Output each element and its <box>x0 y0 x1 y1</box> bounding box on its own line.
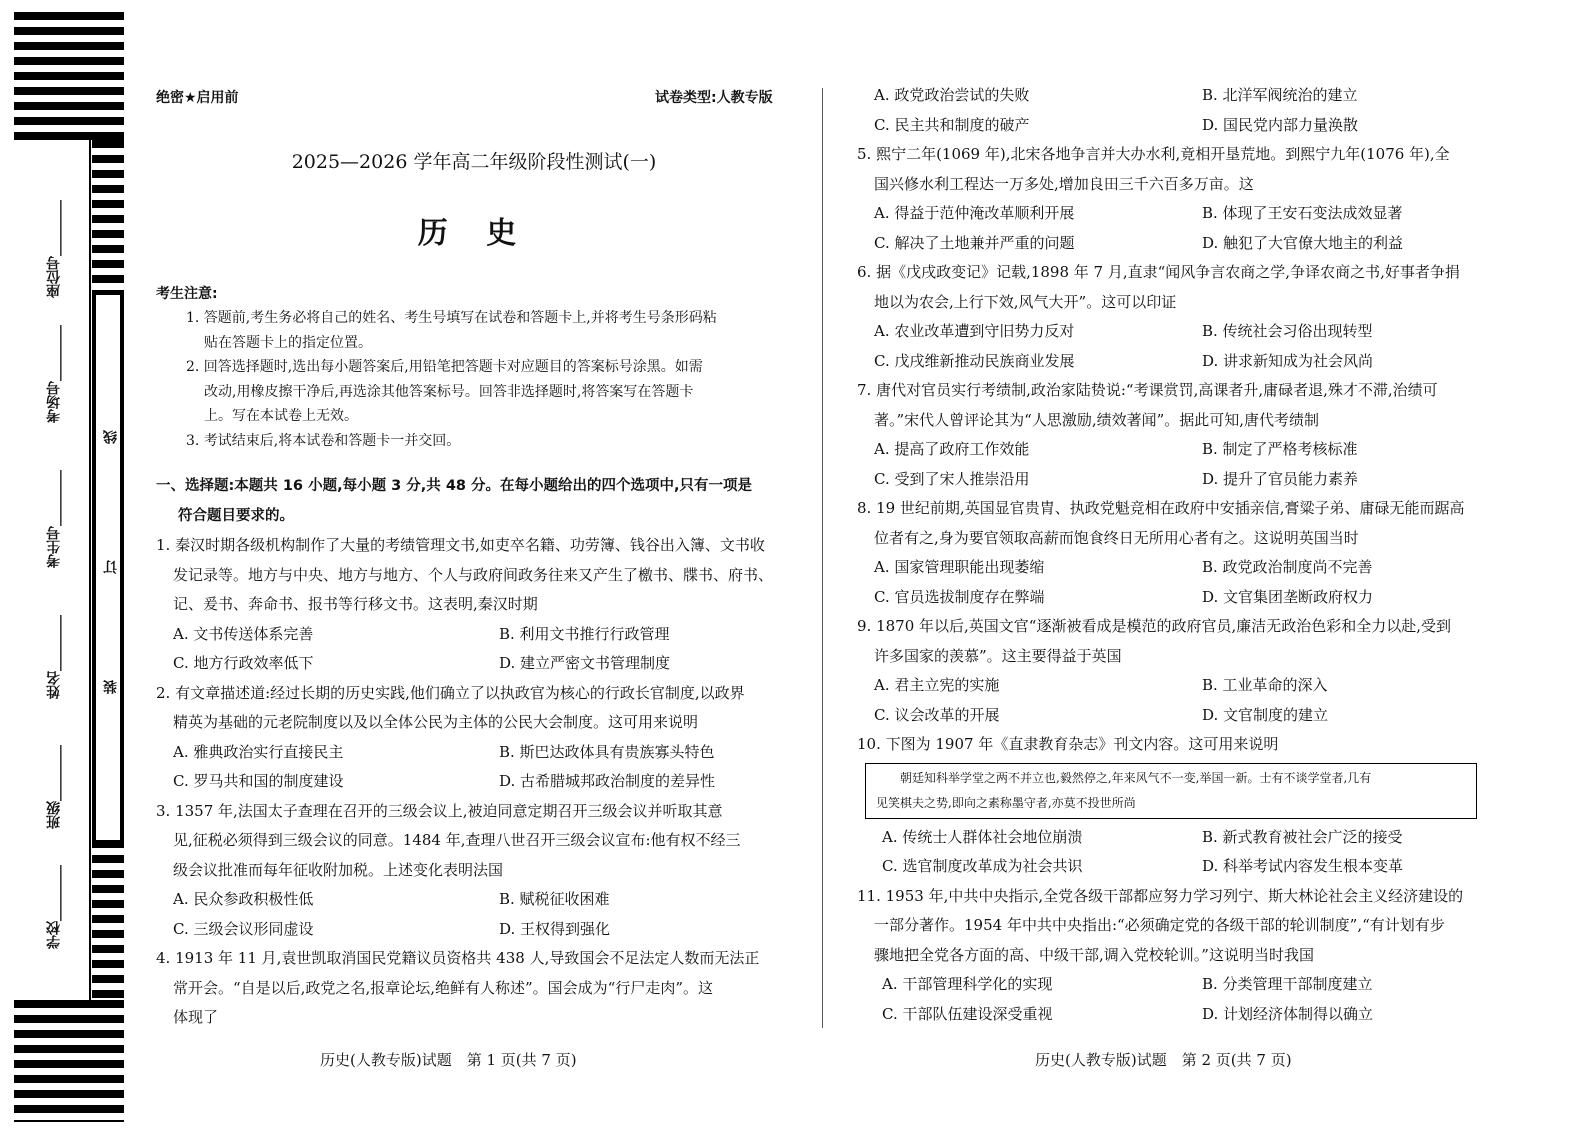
question-text: 国兴修水利工程达一万多处,增加良田三千六百多万亩。这 <box>874 174 1254 193</box>
mark-line: 线 <box>103 430 119 444</box>
notice-block <box>156 282 796 453</box>
question-text: 2. 有文章描述道:经过长期的历史实践,他们确立了以执政官为核心的行政长官制度,以政界 <box>156 683 745 702</box>
question-10 <box>857 730 1497 882</box>
question-text: 著。”宋代人曾评论其为“人思激励,绩效著闻”。据此可知,唐代考绩制 <box>874 410 1320 429</box>
mark-install: 装 <box>103 680 119 694</box>
option-b[interactable]: B. 利用文书推行行政管理 <box>499 624 670 643</box>
question-1 <box>156 531 796 679</box>
option-d[interactable]: D. 科举考试内容发生根本变革 <box>1202 857 1404 875</box>
barcode-bottom <box>14 1000 124 1122</box>
notice-line: 1. 答题前,考生务必将自己的姓名、考生号填写在试卷和答题卡上,并将考生号条形码粘 <box>186 310 717 326</box>
footer-left: 历史(人教专版)试题 第 1 页(共 7 页) <box>320 1051 577 1069</box>
question-text: 4. 1913 年 11 月,袁世凯取消国民党籍议员资格共 438 人,导致国会不足法定人数而无法正 <box>156 949 760 967</box>
barcode-bar <box>14 57 124 65</box>
subject-title: 历 史 <box>417 216 531 251</box>
quote-line: 见笑棋夫之势,即向之素称墨守者,亦莫不投世所尚 <box>876 795 1136 810</box>
question-7 <box>857 376 1497 494</box>
option-d[interactable]: D. 王权得到强化 <box>499 919 611 938</box>
exam-title: 2025—2026 学年高二年级阶段性测试(一) <box>291 151 657 173</box>
option-d[interactable]: D. 触犯了大官僚大地主的利益 <box>1202 233 1404 252</box>
binding-hatch <box>92 140 124 295</box>
binding-line <box>89 140 91 1000</box>
question-text: 1. 秦汉时期各级机构制作了大量的考绩管理文书,如吏卒名籍、功劳簿、钱谷出入簿、文书收 <box>156 536 765 554</box>
field-class: 班级________ <box>46 745 62 829</box>
field-room: 考场号________ <box>46 325 62 423</box>
option-b[interactable]: B. 传统社会习俗出现转型 <box>1202 322 1373 340</box>
option-d[interactable]: D. 计划经济体制得以确立 <box>1202 1004 1374 1023</box>
question-9 <box>857 612 1497 730</box>
option-a[interactable]: A. 农业改革遭到守旧势力反对 <box>874 322 1075 340</box>
field-name: 姓名________ <box>46 615 62 699</box>
field-room-label: 考场号 <box>46 381 62 423</box>
section-heading: 一、选择题:本题共 16 小题,每小题 3 分,共 48 分。在每小题给出的四个选项中,只有一项是 <box>156 478 753 494</box>
option-c[interactable]: C. 三级会议形同虚设 <box>173 919 314 938</box>
option-d[interactable]: D. 古希腊城邦政治制度的差异性 <box>499 772 716 790</box>
question-text: 9. 1870 年以后,英国文官“逐渐被看成是模范的政府官员,廉洁无政治色彩和全力以赴,受到 <box>857 617 1451 635</box>
option-a[interactable]: A. 传统士人群体社会地位崩溃 <box>882 827 1083 846</box>
question-11 <box>857 882 1497 1030</box>
paper-type-label: 试卷类型:人教专版 <box>655 90 773 106</box>
question-text: 3. 1357 年,法国太子查理在召开的三级会议上,被迫同意定期召开三级会议并听取其意 <box>156 801 723 820</box>
option-c[interactable]: C. 选官制度改革成为社会共识 <box>882 857 1083 875</box>
footer-right: 历史(人教专版)试题 第 2 页(共 7 页) <box>1035 1051 1292 1069</box>
field-seat-label: 座位号 <box>46 256 62 298</box>
question-text: 8. 19 世纪前期,英国显官贵胄、执政党魁竞相在政府中安插亲信,膏粱子弟、庸碌无能而踞高 <box>857 499 1465 517</box>
option-a[interactable]: A. 政党政治尝试的失败 <box>874 86 1030 104</box>
option-d[interactable]: D. 文官集团垄断政府权力 <box>1202 587 1374 606</box>
option-a[interactable]: A. 国家管理职能出现萎缩 <box>874 558 1045 576</box>
option-c[interactable]: C. 地方行政效率低下 <box>173 654 314 672</box>
question-6 <box>857 258 1497 376</box>
field-exam-number-label: 考生号 <box>46 526 62 568</box>
option-b[interactable]: B. 新式教育被社会广泛的接受 <box>1202 827 1403 846</box>
option-d[interactable]: D. 文官制度的建立 <box>1202 705 1329 724</box>
barcode-bar <box>14 27 124 35</box>
question-4-options <box>857 81 1497 140</box>
option-c[interactable]: C. 民主共和制度的破产 <box>874 115 1030 134</box>
mark-bind: 订 <box>103 560 119 574</box>
option-c[interactable]: C. 议会改革的开展 <box>874 705 1000 724</box>
barcode-bar <box>14 12 124 20</box>
field-class-label: 班级 <box>46 801 62 829</box>
option-c[interactable]: C. 受到了宋人推崇沿用 <box>874 469 1030 488</box>
barcode-bar <box>14 87 124 95</box>
question-text: 见,征税必须得到三级会议的同意。1484 年,查理八世召开三级会议宣布:他有权不经三 <box>173 831 741 849</box>
question-text: 11. 1953 年,中共中央指示,全党各级干部都应努力学习列宁、斯大林论社会主义经济建设的 <box>857 886 1464 905</box>
question-4 <box>156 944 796 1033</box>
barcode-bar <box>14 132 124 140</box>
option-a[interactable]: A. 民众参政积极性低 <box>173 890 314 908</box>
field-school-label: 学校 <box>46 921 62 949</box>
option-b[interactable]: B. 北洋军阀统治的建立 <box>1202 86 1358 104</box>
question-text: 地以为农会,上行下效,风气大开”。这可以印证 <box>874 292 1177 311</box>
question-text: 5. 熙宁二年(1069 年),北宋各地争言并大办水利,竟相开垦荒地。到熙宁九年(1076 年),全 <box>857 145 1450 163</box>
option-d[interactable]: D. 讲求新知成为社会风尚 <box>1202 351 1374 370</box>
option-c[interactable]: C. 官员选拔制度存在弊端 <box>874 587 1045 606</box>
question-text: 6. 据《戊戌政变记》记载,1898 年 7 月,直隶“闻风争言农商之学,争译农商之书,好事者争捐 <box>857 263 1460 281</box>
question-5 <box>857 140 1497 258</box>
option-a[interactable]: A. 君主立宪的实施 <box>874 676 1000 694</box>
notice-line: 贴在答题卡上的指定位置。 <box>204 334 372 351</box>
notice-line: 上。写在本试卷上无效。 <box>204 408 358 424</box>
option-d[interactable]: D. 提升了官员能力素养 <box>1202 469 1359 488</box>
question-text: 10. 下图为 1907 年《直隶教育杂志》刊文内容。这可用来说明 <box>857 735 1279 753</box>
option-b[interactable]: B. 体现了王安石变法成效显著 <box>1202 204 1403 222</box>
option-c[interactable]: C. 罗马共和国的制度建设 <box>173 772 344 790</box>
question-2 <box>156 679 796 797</box>
question-text: 7. 唐代对官员实行考绩制,政治家陆贽说:“考课赏罚,高课者升,庸碌者退,殊才不滞,治绩可 <box>857 381 1438 399</box>
option-b[interactable]: B. 制定了严格考核标准 <box>1202 440 1358 458</box>
barcode-bar <box>14 102 124 110</box>
right-column <box>857 81 1497 1029</box>
option-d[interactable]: D. 国民党内部力量涣散 <box>1202 115 1359 134</box>
option-b[interactable]: B. 工业革命的深入 <box>1202 676 1328 694</box>
left-column <box>156 472 796 1033</box>
notice-line: 2. 回答选择题时,选出每小题答案后,用铅笔把答题卡对应题目的答案标号涂黑。如需 <box>186 359 703 375</box>
option-a[interactable]: A. 干部管理科学化的实现 <box>882 975 1053 993</box>
confidential-label: 绝密★启用前 <box>156 90 239 106</box>
question-text: 位者有之,身为要官领取高薪而饱食终日无所用心者有之。这说明英国当时 <box>874 528 1359 547</box>
quote-box <box>865 763 1477 819</box>
question-text: 许多国家的羡慕”。这主要得益于英国 <box>874 646 1122 665</box>
notice-line: 3. 考试结束后,将本试卷和答题卡一并交回。 <box>186 432 461 449</box>
question-text: 常开会。“自是以后,政党之名,报章论坛,绝鲜有人称述”。国会成为“行尸走肉”。这 <box>173 978 713 997</box>
option-a[interactable]: A. 得益于范仲淹改革顺利开展 <box>874 204 1075 222</box>
field-exam-number: 考生号________ <box>46 470 62 568</box>
option-b[interactable]: B. 斯巴达政体具有贵族寡头特色 <box>499 742 715 761</box>
question-text: 一部分著作。1954 年中共中央指出:“必须确定党的各级干部的轮训制度”,“有计划有步 <box>874 916 1445 934</box>
question-3 <box>156 797 796 945</box>
field-seat: 座位号________ <box>46 200 62 298</box>
binding-hatch <box>92 840 124 1000</box>
option-a[interactable]: A. 雅典政治实行直接民主 <box>173 742 344 761</box>
option-a[interactable]: A. 文书传送体系完善 <box>173 624 314 643</box>
notice-title: 考生注意: <box>156 286 218 302</box>
question-text: 记、爰书、奔命书、报书等行移文书。这表明,秦汉时期 <box>173 595 538 613</box>
option-a[interactable]: A. 提高了政府工作效能 <box>874 440 1030 458</box>
option-b[interactable]: B. 政党政治制度尚不完善 <box>1202 558 1373 576</box>
option-b[interactable]: B. 赋税征收困难 <box>499 890 610 908</box>
option-c[interactable]: C. 戊戌维新推动民族商业发展 <box>874 351 1075 370</box>
question-text: 精英为基础的元老院制度以及以全体公民为主体的公民大会制度。这可用来说明 <box>173 713 699 731</box>
question-text: 级会议批准而每年征收附加税。上述变化表明法国 <box>173 860 504 879</box>
barcode-bar <box>14 42 124 50</box>
quote-line: 朝廷知科举学堂之两不并立也,毅然停之,年来风气不一变,举国一新。士有不谈学堂者,几有 <box>900 770 1372 785</box>
barcode-bar <box>14 117 124 125</box>
question-text: 骤地把全党各方面的高、中级干部,调入党校轮训。”这说明当时我国 <box>874 945 1314 964</box>
field-name-label: 姓名 <box>46 671 62 699</box>
page-divider <box>822 88 823 1028</box>
section-heading-cont: 符合题目要求的。 <box>178 507 294 524</box>
question-8 <box>857 494 1497 612</box>
question-text: 发记录等。地方与中央、地方与地方、个人与政府间政务往来又产生了檄书、牒书、府书、 <box>173 565 774 584</box>
field-school: 学校________ <box>46 865 62 949</box>
notice-line: 改动,用橡皮擦干净后,再选涂其他答案标号。回答非选择题时,将答案写在答题卡 <box>204 383 694 400</box>
barcode-bar <box>14 72 124 80</box>
option-c[interactable]: C. 干部队伍建设深受重视 <box>882 1004 1053 1023</box>
question-text: 体现了 <box>173 1008 219 1026</box>
option-c[interactable]: C. 解决了土地兼并严重的问题 <box>874 233 1075 252</box>
option-b[interactable]: B. 分类管理干部制度建立 <box>1202 975 1373 993</box>
option-d[interactable]: D. 建立严密文书管理制度 <box>499 654 671 672</box>
